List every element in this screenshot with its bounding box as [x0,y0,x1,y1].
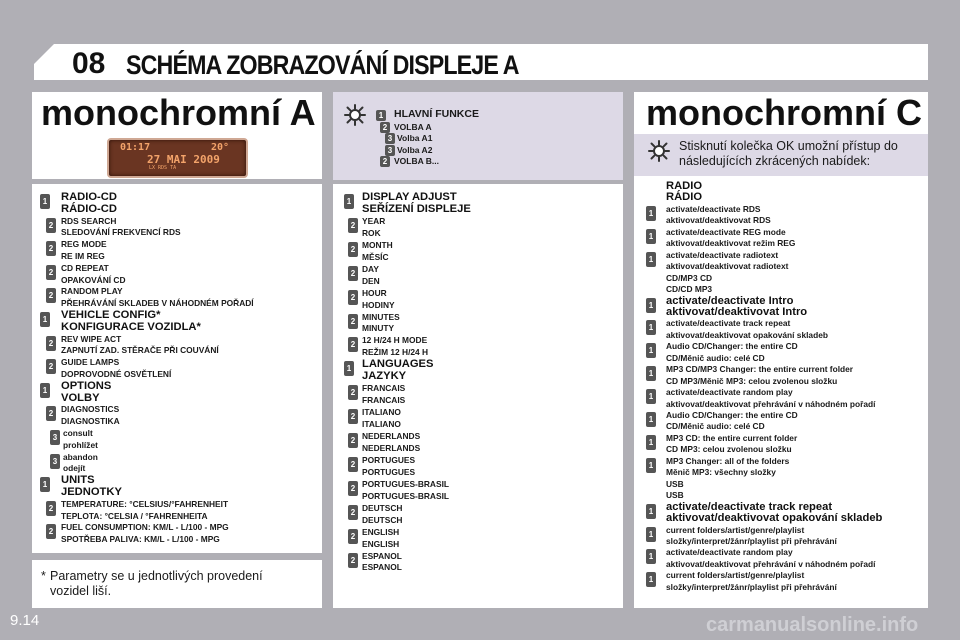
menu-item-text: ROK [362,227,381,238]
menu-item-text: USB [666,490,684,501]
level-2-badge: 2 [348,218,358,233]
level-1-badge: 1 [646,343,656,358]
menu-item-text: activate/deactivate track repeat [666,318,791,329]
menu-item-text: consult [63,428,93,438]
menu-heading: activate/deactivate track repeat [666,500,833,513]
level-1-badge: 1 [40,194,50,209]
menu-item-text: CD/MP3 CD [666,272,713,283]
menu-heading: UNITS [61,474,95,487]
level-3-badge: 3 [50,454,60,469]
menu-item-text: activate/deactivate REG mode [666,226,786,237]
level-2-badge: 2 [46,406,56,421]
level-2-badge: 2 [348,505,358,520]
level-1-badge: 1 [646,412,656,427]
level-2-badge: 2 [348,433,358,448]
right-section-title: monochromní C [646,92,922,133]
level-2-badge: 2 [348,314,358,329]
menu-heading: KONFIGURACE VOZIDLA* [61,320,201,333]
level-2-badge: 2 [348,290,358,305]
level-2-badge: 2 [380,156,390,167]
menu-item-text: HOUR [362,287,387,298]
menu-item-text: DEN [362,275,380,286]
menu-heading: aktivovat/deaktivovat opakování skladeb [666,512,883,525]
level-2-badge: 2 [46,218,56,233]
monochrome-a-display [107,138,248,178]
menu-item-text: CD MP3: celou zvolenou složku [666,444,792,455]
menu-item-text: SLEDOVÁNÍ FREKVENCÍ RDS [61,227,181,238]
display-temp: 20° [211,142,230,153]
level-2-badge: 2 [46,359,56,374]
menu-item-text: aktivovat/deaktivovat přehrávání v náhodném pořadí [666,558,876,569]
level-1-badge: 1 [646,366,656,381]
menu-item-text: abandon [63,451,98,462]
menu-item-text: složky/interpret/žánr/playlist při přehrávání [666,535,837,546]
menu-item-text: MP3 Changer: all of the folders [666,455,790,466]
settings-gear-icon [648,140,670,162]
level-2-badge: 2 [46,524,56,539]
menu-item-text: activate/deactivate random play [666,547,793,558]
menu-item-text: FRANCAIS [362,383,406,394]
legend-item-text: Volba A2 [397,144,433,155]
menu-heading: activate/deactivate Intro [666,294,794,307]
level-1-badge: 1 [646,504,656,519]
menu-heading: aktivovat/deaktivovat Intro [666,305,808,318]
menu-item-text: PORTUGUES [362,466,416,477]
menu-item-text: RDS SEARCH [61,215,117,226]
menu-item-text: REŽIM 12 H/24 H [362,347,429,358]
menu-item-text: CD/CD MP3 [666,284,713,295]
level-1-badge: 1 [40,477,50,492]
menu-item-text: odejít [63,463,86,474]
menu-item-text: MINUTY [362,323,395,334]
menu-item-text: složky/interpret/žánr/playlist při přehrávání [666,581,837,592]
footnote-star: * [41,569,46,583]
menu-item-text: aktivovat/deaktivovat RDS [666,215,771,226]
menu-item-text: MP3 CD/MP3 Changer: the entire current folder [666,364,854,375]
menu-item-text: 12 H/24 H MODE [362,335,428,346]
menu-item-text: HODINY [362,299,395,310]
level-2-badge: 2 [348,457,358,472]
menu-heading: VOLBY [61,391,100,404]
menu-item-text: MĚSÍC [362,251,389,262]
menu-heading: SEŘÍZENÍ DISPLEJE [362,202,471,215]
menu-item-text: TEMPERATURE: °CELSIUS/°FAHRENHEIT [61,498,229,509]
menu-item-text: activate/deactivate radiotext [666,249,779,260]
menu-item-text: prohlížet [63,439,98,450]
page-title: SCHÉMA ZOBRAZOVÁNÍ DISPLEJE A [126,50,519,80]
menu-item-text: ITALIANO [362,419,401,430]
menu-item-text: PŘEHRÁVÁNÍ SKLADEB V NÁHODNÉM POŘADÍ [61,298,254,309]
menu-item-text: FUEL CONSUMPTION: KM/L - L/100 - MPG [61,522,229,533]
menu-item-text: PORTUGUES-BRASIL [362,490,450,501]
level-2-badge: 2 [46,265,56,280]
watermark: carmanualsonline.info [706,614,919,636]
level-1-badge: 1 [646,549,656,564]
menu-item-text: aktivovat/deaktivovat režim REG [666,238,796,249]
menu-item-text: ESPANOL [362,562,402,573]
level-3-badge: 3 [50,430,60,445]
menu-item-text: ESPANOL [362,550,402,561]
level-2-badge: 2 [46,288,56,303]
menu-heading: LANGUAGES [362,358,434,371]
menu-item-text: Audio CD/Changer: the entire CD [666,410,798,420]
menu-heading: VEHICLE CONFIG* [61,309,161,321]
level-2-badge: 2 [348,242,358,257]
level-3-badge: 3 [385,133,395,144]
menu-item-text: aktivovat/deaktivovat přehrávání v náhodném pořadí [666,398,876,409]
menu-item-text: aktivovat/deaktivovat radiotext [666,261,789,272]
menu-item-text: FRANCAIS [362,395,406,406]
menu-item-text: activate/deactivate RDS [666,203,761,214]
level-1-badge: 1 [646,229,656,244]
menu-item-text: CD MP3/Měnič MP3: celou zvolenou složku [666,375,838,386]
menu-item-text: YEAR [362,215,386,226]
menu-item-text: MONTH [362,239,393,250]
level-1-badge: 1 [376,110,386,121]
display-status-indicators: LX RDS TA [149,165,177,171]
menu-heading: JAZYKY [362,370,407,383]
level-1-badge: 1 [40,383,50,398]
level-1-badge: 1 [646,298,656,313]
menu-item-text: ZAPNUTÍ ZAD. STĚRAČE PŘI COUVÁNÍ [61,345,219,356]
menu-heading: RADIO [666,180,703,192]
menu-item-text: Měnič MP3: všechny složky [666,467,776,478]
display-time: 01:17 [120,142,151,153]
level-2-badge: 2 [380,122,390,133]
menu-item-text: ENGLISH [362,538,400,549]
menu-item-text: RE IM REG [61,251,105,261]
legend-item-text: VOLBA B... [394,156,440,167]
menu-item-text: CD REPEAT [61,262,109,273]
level-1-badge: 1 [646,435,656,450]
level-2-badge: 2 [46,501,56,516]
menu-item-text: CD/Měnič audio: celé CD [666,421,765,432]
menu-item-text: DOPROVODNÉ OSVĚTLENÍ [61,369,172,379]
menu-item-text: MP3 CD: the entire current folder [666,432,798,443]
chapter-number: 08 [72,47,106,80]
menu-item-text: NEDERLANDS [362,442,421,453]
menu-item-text: GUIDE LAMPS [61,357,120,368]
level-1-badge: 1 [646,252,656,267]
menu-heading: RÁDIO [666,191,703,204]
menu-heading: RÁDIO-CD [61,202,117,215]
level-2-badge: 2 [348,529,358,544]
menu-item-text: OPAKOVÁNÍ CD [61,274,126,285]
level-2-badge: 2 [348,266,358,281]
menu-item-text: activate/deactivate random play [666,387,793,398]
legend-item-text: HLAVNÍ FUNKCE [394,108,479,120]
display-date: 27 MAI 2009 [147,153,220,166]
level-2-badge: 2 [348,409,358,424]
level-2-badge: 2 [348,385,358,400]
menu-item-text: Audio CD/Changer: the entire CD [666,341,798,352]
level-1-badge: 1 [344,194,354,209]
level-2-badge: 2 [46,336,56,351]
level-1-badge: 1 [646,206,656,221]
menu-item-text: DIAGNOSTIKA [61,416,120,427]
menu-item-text: SPOTŘEBA PALIVA: KM/L - L/100 - MPG [61,534,220,545]
menu-heading: OPTIONS [61,379,112,392]
menu-item-text: DIAGNOSTICS [61,404,120,415]
page-number: 9.14 [10,612,40,629]
menu-item-text: NEDERLANDS [362,431,421,441]
level-1-badge: 1 [646,572,656,587]
level-2-badge: 2 [348,481,358,496]
legend-item-text: Volba A1 [397,133,433,144]
level-2-badge: 2 [348,337,358,352]
level-1-badge: 1 [646,458,656,473]
menu-item-text: MINUTES [362,311,400,322]
menu-item-text: REV WIPE ACT [61,333,122,344]
level-1-badge: 1 [646,389,656,404]
level-2-badge: 2 [46,241,56,256]
menu-item-text: TEPLOTA: °CELSIA / °FAHRENHEITA [61,510,208,521]
menu-item-text: current folders/artist/genre/playlist [666,524,805,535]
shortcut-intro-text: Stisknutí kolečka OK umožní přístup do následujících zkrácených nabídek: [679,139,898,168]
level-1-badge: 1 [646,320,656,335]
menu-item-text: DAY [362,263,379,274]
legend-panel [333,92,623,180]
menu-item-text: CD/Měnič audio: celé CD [666,352,765,363]
legend-item-text: VOLBA A [394,121,432,132]
level-3-badge: 3 [385,145,395,156]
menu-item-text: PORTUGUES-BRASIL [362,478,450,489]
menu-heading: DISPLAY ADJUST [362,191,457,203]
menu-item-text: USB [666,478,684,489]
menu-item-text: ITALIANO [362,407,401,418]
level-1-badge: 1 [646,527,656,542]
level-2-badge: 2 [348,553,358,568]
menu-item-text: REG MODE [61,239,107,250]
menu-item-text: DEUTSCH [362,502,403,513]
menu-item-text: DEUTSCH [362,514,403,525]
menu-item-text: aktivovat/deaktivovat opakování skladeb [666,329,828,340]
footnote-text: Parametry se u jednotlivých provedení vozidel liší. [50,569,263,598]
settings-gear-icon [344,104,366,126]
level-1-badge: 1 [40,312,50,327]
menu-heading: RADIO-CD [61,191,117,203]
menu-heading: JEDNOTKY [61,486,122,498]
menu-item-text: PORTUGUES [362,454,416,465]
left-section-title: monochromní A [41,92,316,133]
menu-item-text: ENGLISH [362,526,400,537]
menu-item-text: current folders/artist/genre/playlist [666,570,805,581]
level-1-badge: 1 [344,361,354,376]
menu-item-text: RANDOM PLAY [61,286,123,297]
